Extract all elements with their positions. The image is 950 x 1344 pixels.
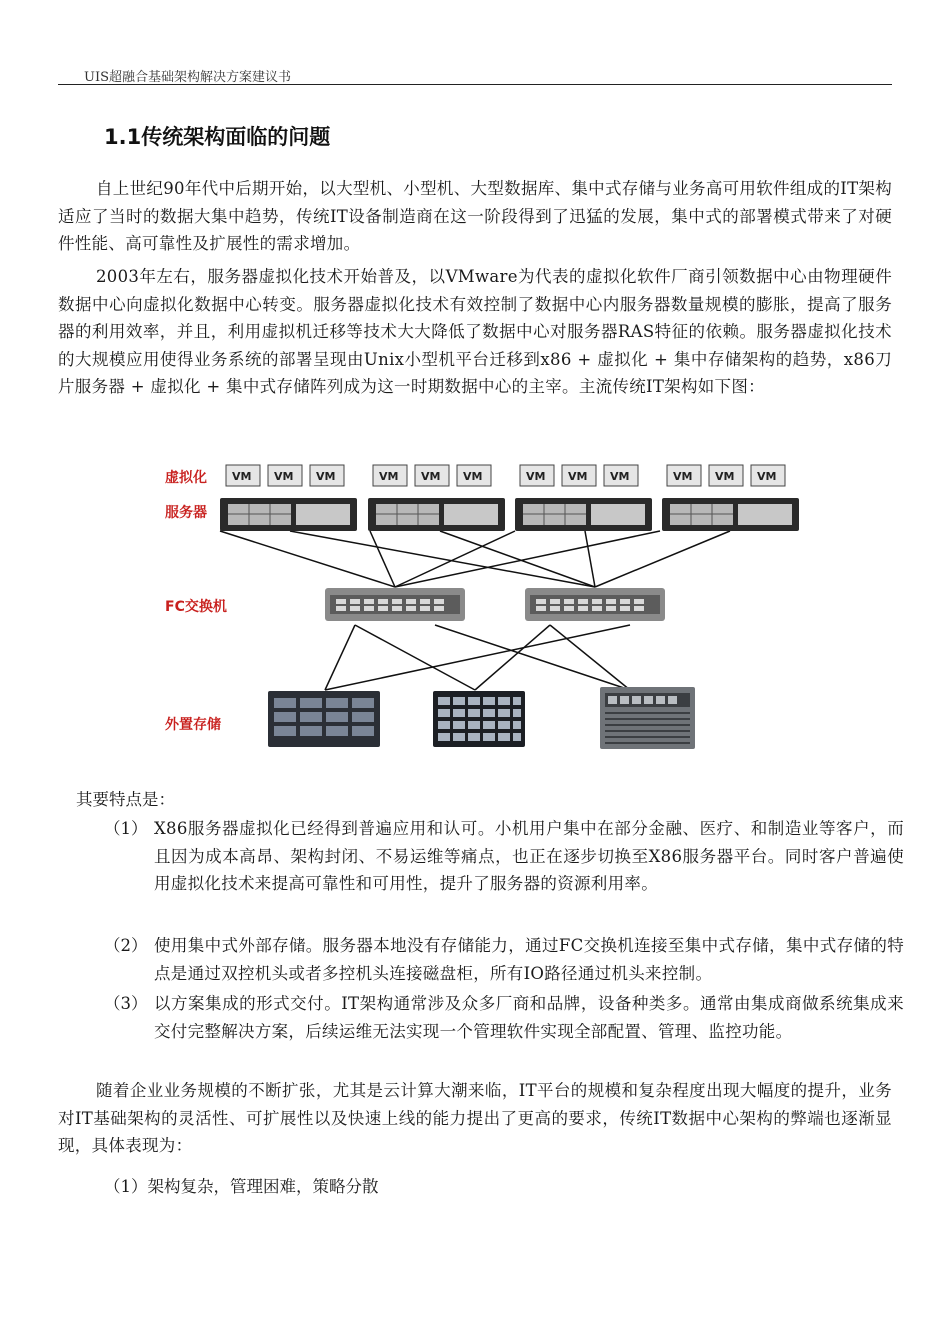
vm-label: VM [673,470,693,483]
paragraph-challenges: 随着企业业务规模的不断扩张，尤其是云计算大潮来临，IT平台的规模和复杂程度出现大幅度的提升，业务对IT基础架构的灵活性、可扩展性以及快速上线的能力提出了更高的要求，传统IT数据中心架构的弊端也逐渐显现，具体表现为： [58,1081,892,1155]
section-title: 1.1传统架构面临的问题 [104,125,331,149]
vm-label: VM [526,470,546,483]
storage-array-1 [268,691,380,747]
list-item [104,990,904,1045]
vm-box [415,465,449,486]
server-group-3 [515,465,652,531]
list-number: （1） [104,819,148,838]
vm-box [310,465,344,486]
list-number: （3） [104,994,148,1013]
switch-storage-links [325,625,630,690]
vm-label: VM [610,470,630,483]
vm-box [667,465,701,486]
vm-box [562,465,596,486]
list-item [104,815,904,898]
traditional-architecture-diagram [150,455,800,755]
vm-label: VM [463,470,483,483]
list-text: 使用集中式外部存储。服务器本地没有存储能力，通过FC交换机连接至集中式存储，集中式存储的特点是通过双控机头或者多控机头连接磁盘柜，所有IO路径通过机头来控制。 [154,936,904,983]
server-switch-links [220,531,730,587]
list-item [104,932,904,987]
vm-box [709,465,743,486]
header-divider [58,84,892,85]
label-fc-switch: FC交换机 [165,599,227,615]
vm-label: VM [232,470,252,483]
paragraph-virtualization: 2003年左右，服务器虚拟化技术开始普及，以VMware为代表的虚拟化软件厂商引领数据中心由物理硬件数据中心向虚拟化数据中心转变。服务器虚拟化技术有效控制了数据中心内服务器数量规模的膨胀，提高了服务器的利用效率，并且，利用虚拟机迁移等技术大大降低了数据中心对服务器RAS特征的依赖。服务器虚拟化技术的大规模应用使得业务系统的部署呈现由Unix小型机平台迁移到x86 + 虚拟化 + 集中存储架构的趋势，x86刀片服务器 + 虚拟化 + 集中式存储阵列成为这一时期数据中心的主宰。主流传统IT架构如下图： [58,267,892,396]
storage-array-2 [433,691,525,747]
label-servers: 服务器 [165,505,207,521]
server-group-4 [662,465,799,531]
vm-label: VM [568,470,588,483]
fc-switch-1 [325,588,465,621]
vm-box [751,465,785,486]
vm-label: VM [715,470,735,483]
list-text: X86服务器虚拟化已经得到普遍应用和认可。小机用户集中在部分金融、医疗、和制造业等客户，而且因为成本高昂、架构封闭、不易运维等痛点，也正在逐步切换至X86服务器平台。同时客户普遍使用虚拟化技术来提高可靠性和可用性，提升了服务器的资源利用率。 [154,819,904,893]
vm-box [520,465,554,486]
vm-label: VM [316,470,336,483]
vm-label: VM [274,470,294,483]
server-group-2 [368,465,505,531]
vm-label: VM [421,470,441,483]
vm-box [457,465,491,486]
storage-array-3 [600,687,695,749]
vm-box [373,465,407,486]
list-number: （2） [104,936,148,955]
vm-label: VM [379,470,399,483]
header-title: UIS超融合基础架构解决方案建议书 [84,70,291,85]
server-group-1 [220,465,357,531]
vm-label: VM [757,470,777,483]
vm-box [604,465,638,486]
paragraph-intro: 自上世纪90年代中后期开始，以大型机、小型机、大型数据库、集中式存储与业务高可用软件组成的IT架构适应了当时的数据大集中趋势，传统IT设备制造商在这一阶段得到了迅猛的发展，集中式的部署模式带来了对硬件性能、高可靠性及扩展性的需求增加。 [58,179,892,253]
fc-switch-2 [525,588,665,621]
subheading-1: （1）架构复杂，管理困难，策略分散 [104,1177,379,1196]
label-virtualization: 虚拟化 [165,470,207,486]
vm-box [268,465,302,486]
features-lead: 其要特点是： [76,790,175,809]
vm-box [226,465,260,486]
label-storage: 外置存储 [165,717,221,733]
list-text: 以方案集成的形式交付。IT架构通常涉及众多厂商和品牌，设备种类多。通常由集成商做系统集成来交付完整解决方案，后续运维无法实现一个管理软件实现全部配置、管理、监控功能。 [154,994,904,1041]
